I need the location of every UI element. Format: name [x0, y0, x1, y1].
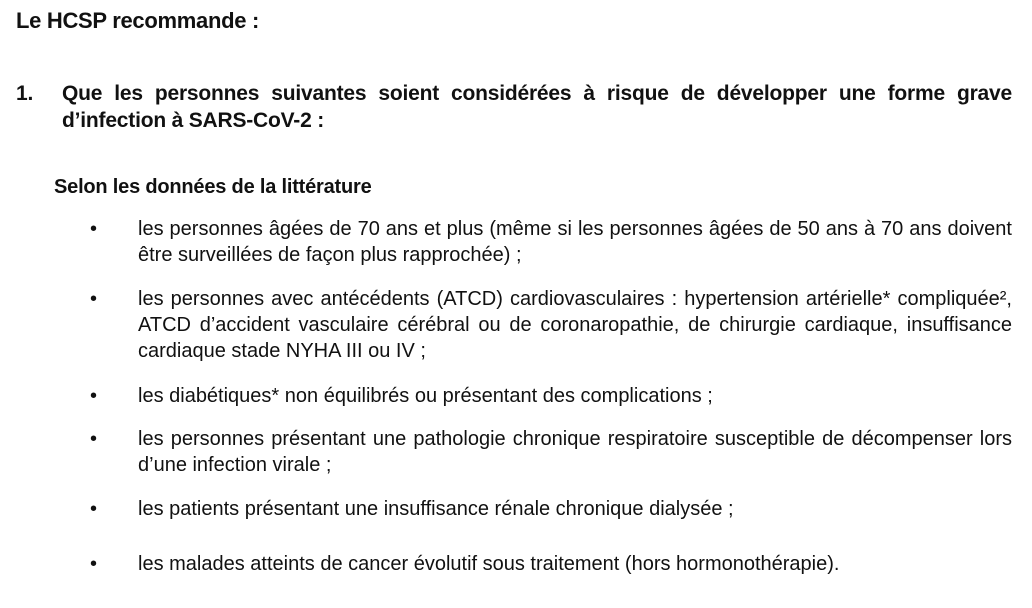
bullet-icon: • [90, 498, 98, 520]
point-number: 1. [16, 82, 34, 105]
bullet-icon: • [90, 553, 98, 575]
section-subheading: Selon les données de la littérature [54, 176, 372, 198]
list-item [90, 383, 1012, 409]
list-item [90, 496, 1012, 522]
list-item [90, 426, 1012, 478]
list-item [90, 286, 1012, 364]
point-text: Que les personnes suivantes soient considérées à risque de développer une forme grave d’infection à SARS-CoV-2 : [62, 82, 1012, 132]
page-heading: Le HCSP recommande : [16, 8, 260, 33]
list-item-text: les personnes présentant une pathologie chronique respiratoire susceptible de décompenser lors d’une infection virale ; [138, 428, 1012, 476]
list-item [90, 551, 1012, 577]
list-item-text: les personnes âgées de 70 ans et plus (même si les personnes âgées de 50 ans à 70 ans doivent être surveillées de façon plus rapprochée) ; [138, 218, 1012, 266]
numbered-point [16, 80, 1012, 134]
bullet-icon: • [90, 385, 98, 407]
list-item-text: les patients présentant une insuffisance rénale chronique dialysée ; [138, 498, 734, 520]
bullet-icon: • [90, 288, 98, 310]
list-item [90, 216, 1012, 268]
list-item-text: les malades atteints de cancer évolutif sous traitement (hors hormonothérapie). [138, 553, 840, 575]
bullet-icon: • [90, 428, 98, 450]
list-item-text: les diabétiques* non équilibrés ou présentant des complications ; [138, 385, 713, 407]
bullet-icon: • [90, 218, 98, 240]
list-item-text: les personnes avec antécédents (ATCD) cardiovasculaires : hypertension artérielle* compliquée², ATCD d’accident vasculaire cérébral ou de coronaropathie, de chirurgie cardiaque, insuffisance cardiaque stade NYHA III ou IV ; [138, 288, 1012, 362]
